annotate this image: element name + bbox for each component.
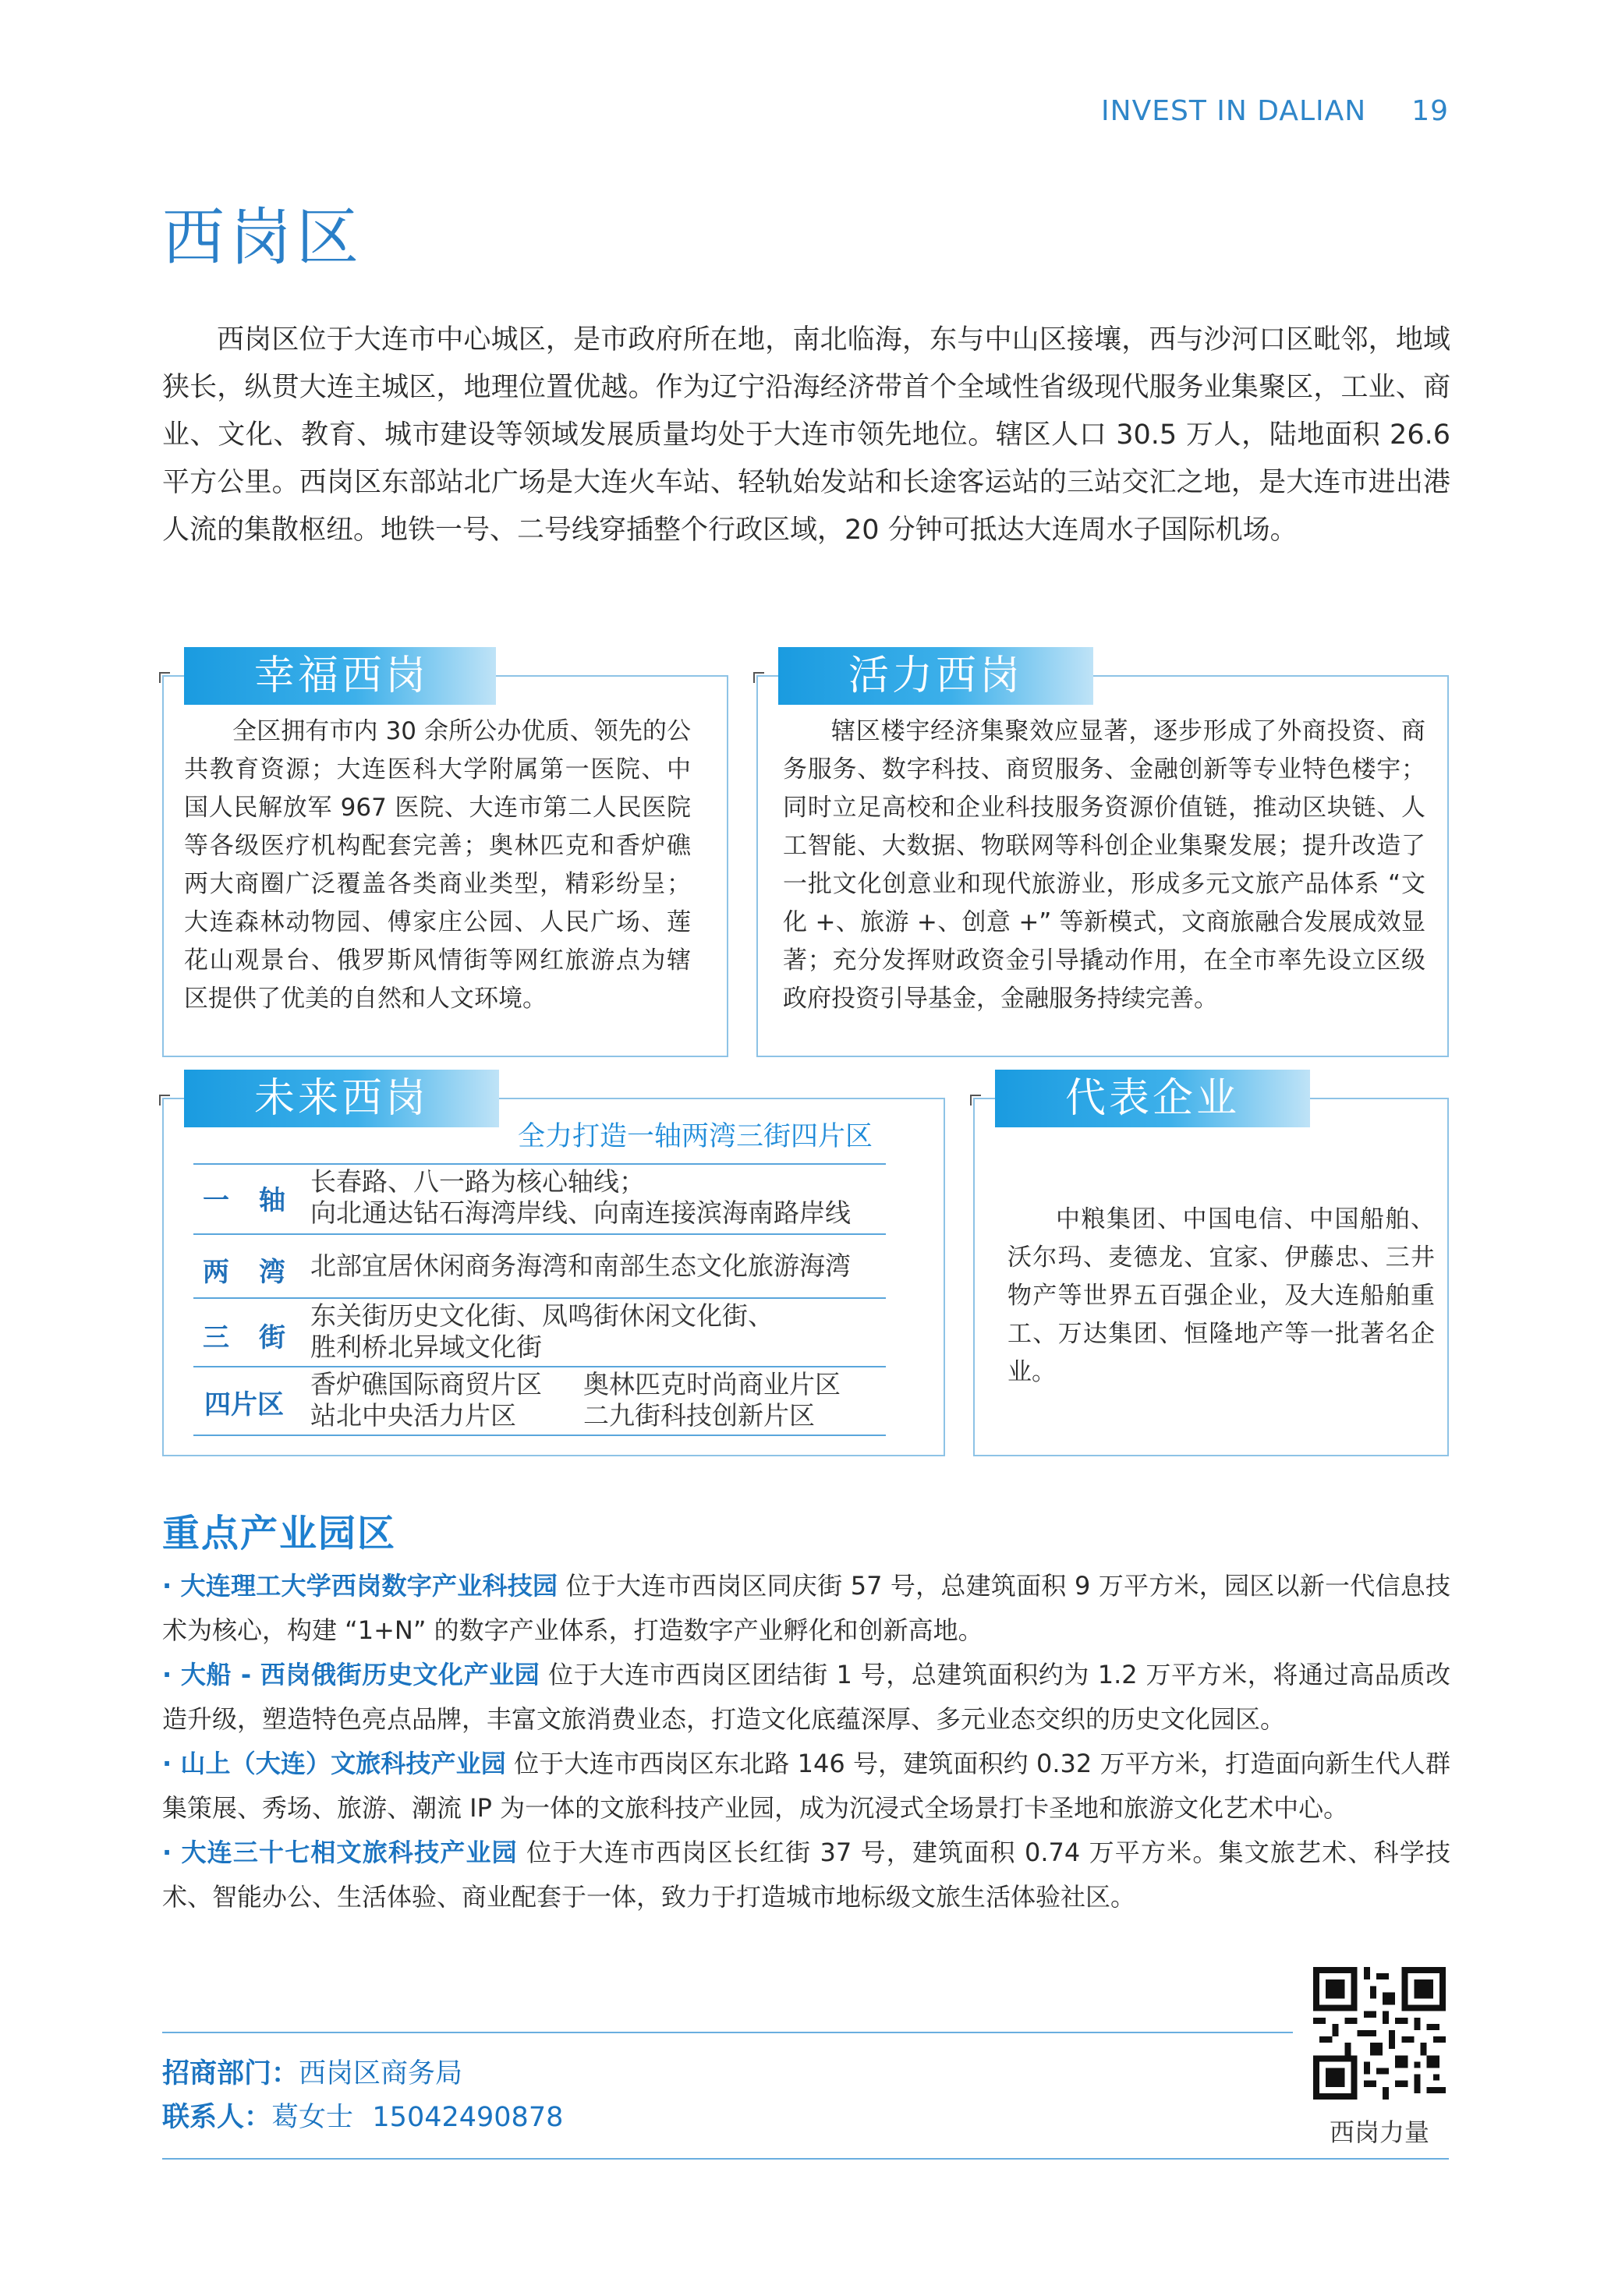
row-label-char: 一 [203,1185,229,1216]
contact-dept [162,2052,462,2091]
intro-paragraph: 西岗区位于大连市中心城区，是市政府所在地，南北临海，东与中山区接壤，西与沙河口区毗邻，地域狭长，纵贯大连主城区，地理位置优越。作为辽宁沿海经济带首个全域性省级现代服务业集聚区，工业、商业、文化、教育、城市建设等领域发展质量均处于大连市领先地位。辖区人口 30.5 万人，陆地面积 26.6 平方公里。西岗区东部站北广场是大连火车站、轻轨始发站和长途客运站的三站交汇之地，是大连市进出港人流的集散枢纽。地铁一号、二号线穿插整个行政区域，20 分钟可抵达大连周水子国际机场。 [162,324,1450,546]
park-desc: 位于大连市西岗区团结街 1 号，总建筑面积约为 1.2 万平方米，将通过高品质改造升级，塑造特色亮点品牌，丰富文旅消费业态，打造文化底蕴深厚、多元业态交织的历史文化园区。 [162,1660,1450,1734]
qr-caption: 西岗力量 [1329,2117,1429,2147]
table-rule [193,1163,886,1165]
happy-text: 全区拥有市内 30 余所公办优质、领先的公共教育资源；大连医科大学附属第一医院、中国人民解放军 967 医院、大连市第二人民医院等各级医疗机构配套完善；奥林匹克和香炉礁两大商圈广泛覆盖各类商业类型，精彩纷呈；大连森林动物园、傅家庄公园、人民广场、莲花山观景台、俄罗斯风情街等网红旅游点为辖区提供了优美的自然和人文环境。 [184,717,691,1013]
page-number: 19 [1411,95,1449,127]
vitality-text: 辖区楼宇经济集聚效应显著，逐步形成了外商投资、商务服务、数字科技、商贸服务、金融创新等专业特色楼宇；同时立足高校和企业科技服务资源价值链，推动区块链、人工智能、大数据、物联网等科创企业集聚发展；提升改造了一批文化创意业和现代旅游业，形成多元文旅产品体系 “文化 +、旅游 +、创意 +” 等新模式，文商旅融合发展成效显著；充分发挥财政资金引导撬动作用，在全市率先设立区级政府投资引导基金，金融服务持续完善。 [783,717,1425,1013]
row-label-char: 街 [259,1322,285,1353]
zone-name: 二九街科技创新片区 [583,1400,815,1431]
enterprises-text: 中粮集团、中国电信、中国船舶、沃尔玛、麦德龙、宜家、伊藤忠、三井物产等世界五百强企业，及大连船舶重工、万达集团、恒隆地产等一批著名企业。 [1007,1205,1435,1386]
park-item [162,1564,1450,1653]
row-line: 向北通达钻石海湾岸线、向南连接滨海南路岸线 [310,1198,851,1228]
contact-dept-label: 招商部门： [162,2058,299,2089]
park-name: · 大连三十七相文旅科技产业园 [162,1838,518,1867]
row-line: 胜利桥北异域文化街 [310,1332,542,1362]
row-label-char: 两 [203,1257,229,1288]
page-title: 西岗区 [162,201,363,274]
row-label-char: 三 [203,1322,229,1353]
park-item [162,1742,1450,1831]
contact-phone: 15042490878 [372,2102,564,2133]
row-label-char: 湾 [259,1257,285,1288]
contact-person [162,2096,563,2135]
corner-mark [159,672,170,683]
table-row-text [310,1300,774,1363]
header-brand: INVEST IN DALIAN [1101,95,1367,127]
table-row-label [193,1316,293,1354]
table-rule [193,1435,886,1436]
park-desc: 位于大连市西岗区东北路 146 号，建筑面积约 0.32 万平方米，打造面向新生代人群集策展、秀场、旅游、潮流 IP 为一体的文旅科技产业园，成为沉浸式全场景打卡圣地和旅游文化艺术中心。 [162,1749,1450,1823]
corner-mark [970,1095,981,1106]
contact-person-label: 联系人： [162,2102,272,2133]
table-row-text [310,1166,851,1229]
table-rule [193,1233,886,1235]
park-item [162,1831,1450,1919]
park-name: · 大连理工大学西岗数字产业科技园 [162,1571,558,1601]
qr-code [1313,1967,1446,2100]
zone-name: 香炉礁国际商贸片区 [310,1369,542,1399]
table-row-label [193,1179,293,1217]
table-row-label [193,1251,293,1289]
table-row-label: 四片区 [204,1389,284,1420]
park-desc: 位于大连市西岗区同庆街 57 号，总建筑面积 9 万平方米，园区以新一代信息技术为核心，构建 “1+N” 的数字产业体系，打造数字产业孵化和创新高地。 [162,1571,1450,1645]
park-name: · 山上（大连）文旅科技产业园 [162,1749,506,1778]
running-header [1101,95,1449,127]
corner-mark [753,672,764,683]
parks-title: 重点产业园区 [162,1512,397,1555]
footer-rule [162,2032,1293,2033]
zone-name: 站北中央活力片区 [310,1400,516,1431]
row-label-char: 轴 [259,1185,285,1216]
zone-name: 奥林匹克时尚商业片区 [583,1369,841,1399]
corner-mark [159,1095,170,1106]
park-item [162,1653,1450,1742]
happy-banner: 幸福西岗 [184,647,496,705]
table-rule [193,1297,886,1299]
contact-dept-value: 西岗区商务局 [299,2058,463,2089]
row-line: 北部宜居休闲商务海湾和南部生态文化旅游海湾 [310,1251,851,1281]
park-name: · 大船 - 西岗俄街历史文化产业园 [162,1660,540,1689]
table-row-text [310,1369,841,1431]
table-rule [193,1366,886,1367]
enterprises-banner: 代表企业 [995,1070,1310,1127]
future-banner: 未来西岗 [184,1070,499,1127]
bottom-rule [162,2158,1449,2160]
park-desc: 位于大连市西岗区长红街 37 号，建筑面积 0.74 万平方米。集文旅艺术、科学技术、智能办公、生活体验、商业配套于一体，致力于打造城市地标级文旅生活体验社区。 [162,1838,1450,1912]
row-line: 东关街历史文化街、凤鸣街休闲文化街、 [310,1300,774,1331]
table-row-text [310,1251,851,1282]
row-line: 长春路、八一路为核心轴线； [310,1166,645,1197]
contact-person-value: 葛女士 [271,2102,354,2133]
vitality-banner: 活力西岗 [778,647,1093,705]
future-subtitle: 全力打造一轴两湾三街四片区 [518,1121,873,1152]
